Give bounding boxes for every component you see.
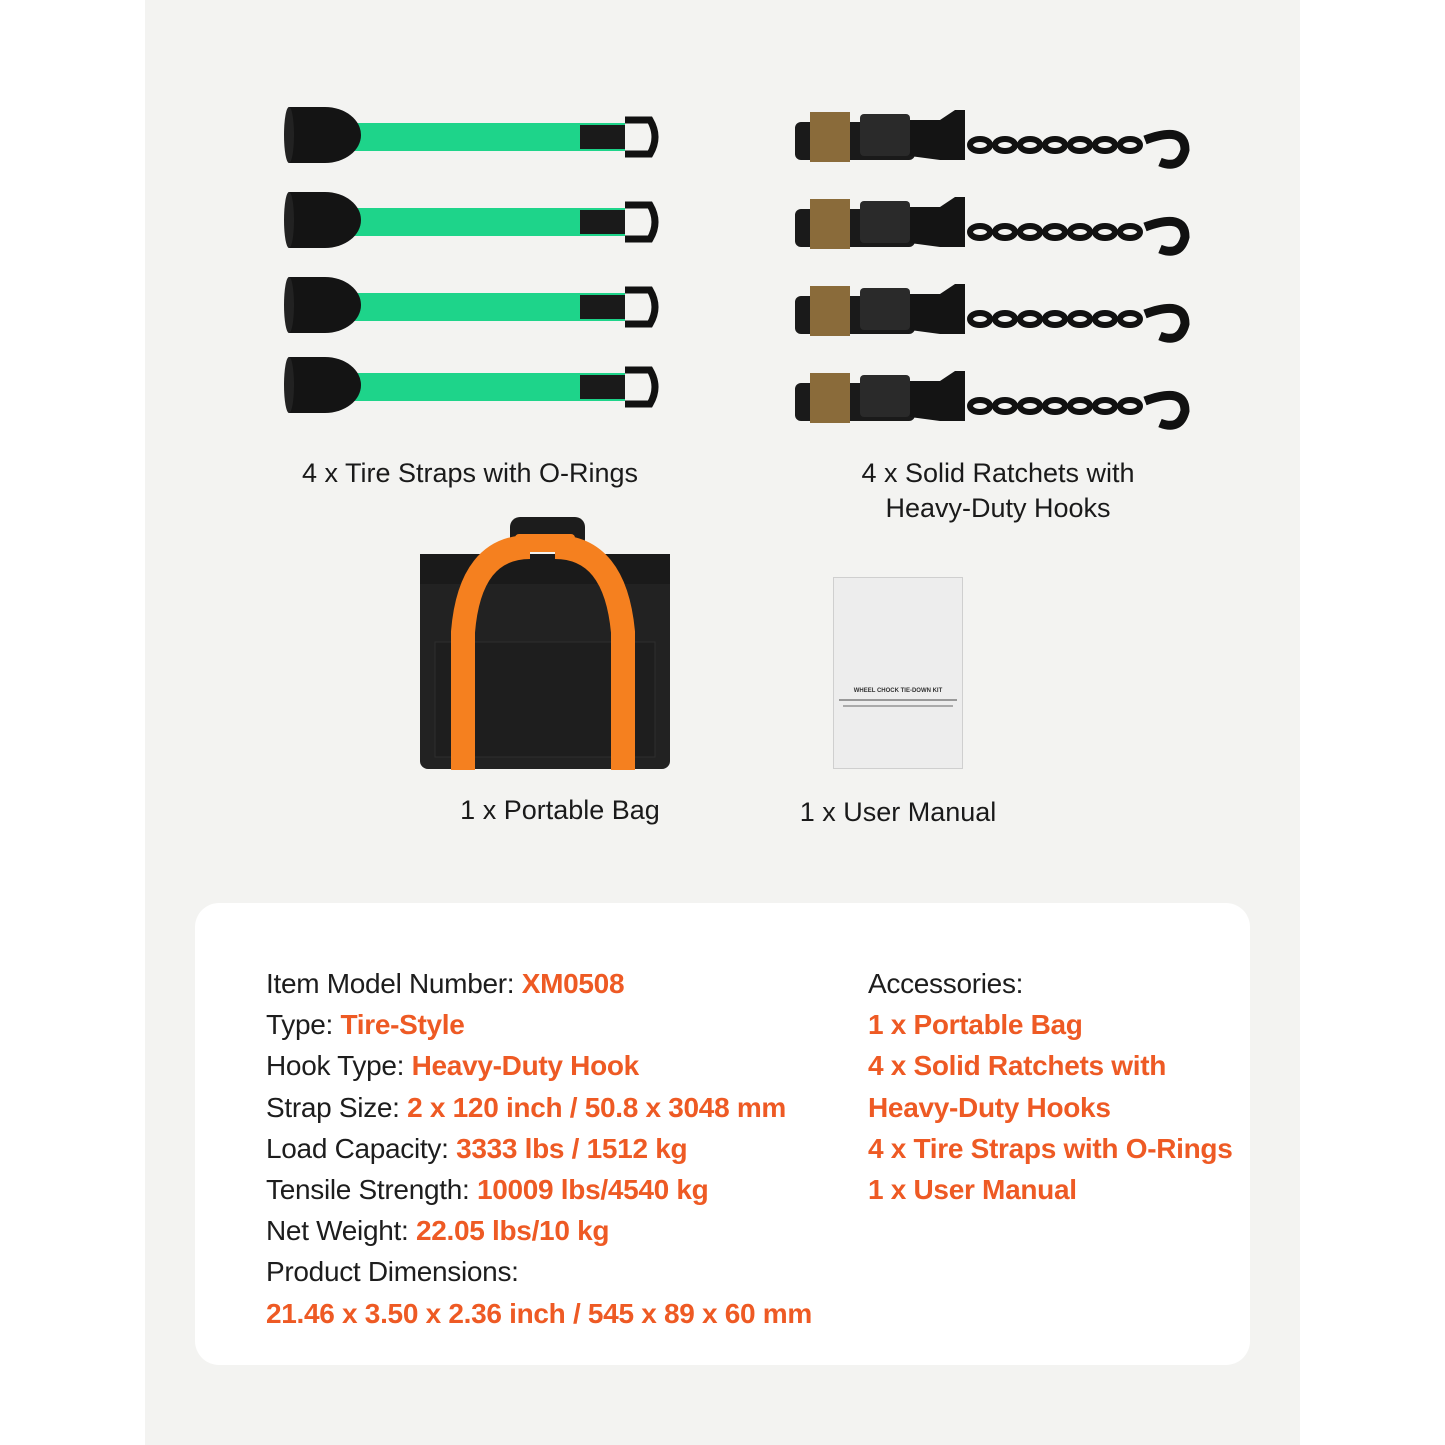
spec-value: Heavy-Duty Hook [411, 1050, 639, 1082]
ratchets-caption-line2: Heavy-Duty Hooks [885, 493, 1111, 523]
tire-strap-3 [284, 277, 655, 333]
spec-value: Tire-Style [340, 1009, 465, 1041]
user-manual-image [833, 577, 963, 769]
accessory-item: 1 x User Manual [868, 1174, 1077, 1206]
accessory-item: 1 x Portable Bag [868, 1009, 1083, 1041]
spec-row-dimensions-value [266, 1293, 812, 1334]
spec-row-type [266, 1004, 812, 1045]
spec-label: Type: [266, 1009, 333, 1041]
ratchet-3 [795, 284, 1185, 338]
manual-cover-title: WHEEL CHOCK TIE-DOWN KIT [853, 688, 943, 694]
spec-list [266, 963, 812, 1334]
ratchet-4 [795, 371, 1185, 425]
accessory-item: 4 x Tire Straps with O-Rings [868, 1132, 1233, 1164]
spec-label: Item Model Number: [266, 968, 515, 999]
spec-value: 21.46 x 3.50 x 2.36 inch / 545 x 89 x 60 mm [266, 1297, 812, 1329]
spec-label: Strap Size: [266, 1091, 400, 1123]
spec-row-strap-size [266, 1087, 812, 1128]
tire-straps-caption: 4 x Tire Straps with O-Rings [301, 458, 639, 488]
spec-label: Product Dimensions: [266, 1256, 519, 1288]
spec-value: 22.05 lbs/10 kg [415, 1215, 610, 1247]
accessory-item: 4 x Solid Ratchets with [868, 1050, 1167, 1082]
ratchets-image [790, 100, 1190, 440]
user-manual-caption: 1 x User Manual [799, 797, 997, 827]
spec-label: Tensile Strength: [266, 1174, 470, 1206]
spec-label: Load Capacity: [266, 1132, 449, 1164]
tire-straps-image [280, 100, 670, 430]
tire-strap-2 [284, 192, 655, 248]
portable-bag-caption: 1 x Portable Bag [460, 795, 660, 825]
spec-value: 3333 lbs / 1512 kg [456, 1132, 688, 1164]
spec-row-load-capacity [266, 1128, 812, 1169]
portable-bag-image [415, 512, 675, 772]
ratchets-caption-line1: 4 x Solid Ratchets with [861, 458, 1135, 488]
spec-row-hook-type [266, 1045, 812, 1086]
spec-label: Net Weight: [266, 1215, 409, 1247]
ratchets-caption [798, 456, 1198, 526]
accessories-list [868, 963, 1233, 1210]
spec-value: 2 x 120 inch / 50.8 x 3048 mm [407, 1091, 787, 1123]
accessory-item: Heavy-Duty Hooks [868, 1091, 1111, 1123]
tire-strap-4 [284, 357, 655, 413]
ratchet-2 [795, 197, 1185, 251]
spec-label: Hook Type: [266, 1050, 405, 1082]
spec-value: XM0508 [521, 968, 625, 999]
tire-strap-1 [284, 107, 655, 163]
ratchet-1 [795, 110, 1185, 164]
spec-value: 10009 lbs/4540 kg [476, 1174, 709, 1206]
spec-row-model [266, 963, 812, 1004]
spec-row-dimensions-label [266, 1251, 812, 1292]
accessories-heading: Accessories: [868, 968, 1024, 999]
spec-row-net-weight [266, 1210, 812, 1251]
spec-row-tensile-strength [266, 1169, 812, 1210]
